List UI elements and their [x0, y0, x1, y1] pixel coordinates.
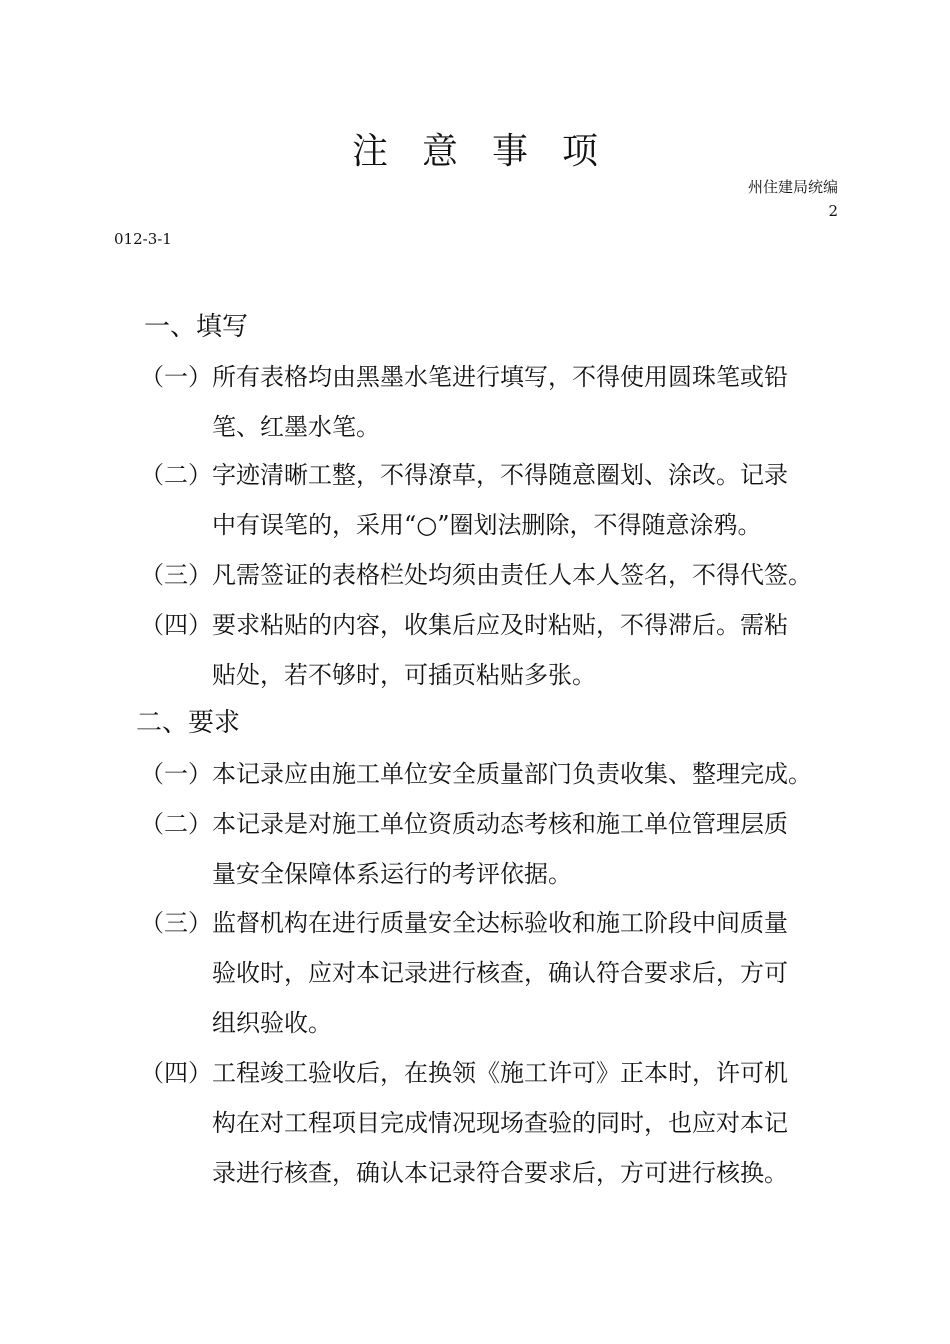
item-marker: （三） [140, 561, 212, 589]
item-marker: （三） [140, 909, 212, 937]
section-heading-fill: 一、填写 [144, 312, 249, 342]
list-item [140, 898, 840, 1048]
item-marker: （一） [140, 760, 212, 788]
item-marker: （四） [140, 1059, 212, 1087]
item-line: 构在对工程项目完成情况现场查验的同时，也应对本记 [212, 1109, 788, 1137]
item-marker: （二） [140, 810, 212, 838]
item-line: 量安全保障体系运行的考评依据。 [212, 860, 572, 888]
item-line: 要求粘贴的内容，收集后应及时粘贴，不得滞后。需粘 [212, 611, 788, 639]
document-code: 012-3-1 [114, 230, 172, 248]
item-marker: （二） [140, 461, 212, 489]
item-line: 贴处，若不够时，可插页粘贴多张。 [212, 661, 596, 689]
list-item [140, 799, 840, 899]
item-marker: （四） [140, 611, 212, 639]
item-line: 工程竣工验收后，在换领《施工许可》正本时，许可机 [212, 1059, 788, 1087]
list-item [140, 1048, 840, 1198]
item-line: 验收时，应对本记录进行核查，确认符合要求后，方可 [212, 959, 788, 987]
item-line: 字迹清晰工整，不得潦草，不得随意圈划、涂改。记录 [212, 461, 788, 489]
list-item [140, 550, 840, 600]
item-line: 中有误笔的，采用“○”圈划法删除，不得随意涂鸦。 [212, 511, 762, 539]
item-line: 凡需签证的表格栏处均须由责任人本人签名，不得代签。 [212, 561, 812, 589]
list-item [140, 352, 840, 452]
list-item [140, 600, 840, 700]
publisher-label: 州住建局统编 [747, 178, 838, 196]
page-title: 注意事项 [351, 131, 632, 172]
item-line: 录进行核查，确认本记录符合要求后，方可进行核换。 [212, 1159, 788, 1187]
item-line: 笔、红墨水笔。 [212, 413, 380, 441]
item-line: 监督机构在进行质量安全达标验收和施工阶段中间质量 [212, 909, 788, 937]
list-item [140, 749, 840, 799]
item-line: 本记录应由施工单位安全质量部门负责收集、整理完成。 [212, 760, 812, 788]
page-number: 2 [828, 202, 838, 220]
list-item [140, 450, 840, 550]
item-marker: （一） [140, 363, 212, 391]
section-heading-requirements: 二、要求 [136, 708, 241, 738]
item-line: 所有表格均由黑墨水笔进行填写，不得使用圆珠笔或铅 [212, 363, 788, 391]
item-line: 组织验收。 [212, 1009, 332, 1037]
item-line: 本记录是对施工单位资质动态考核和施工单位管理层质 [212, 810, 788, 838]
